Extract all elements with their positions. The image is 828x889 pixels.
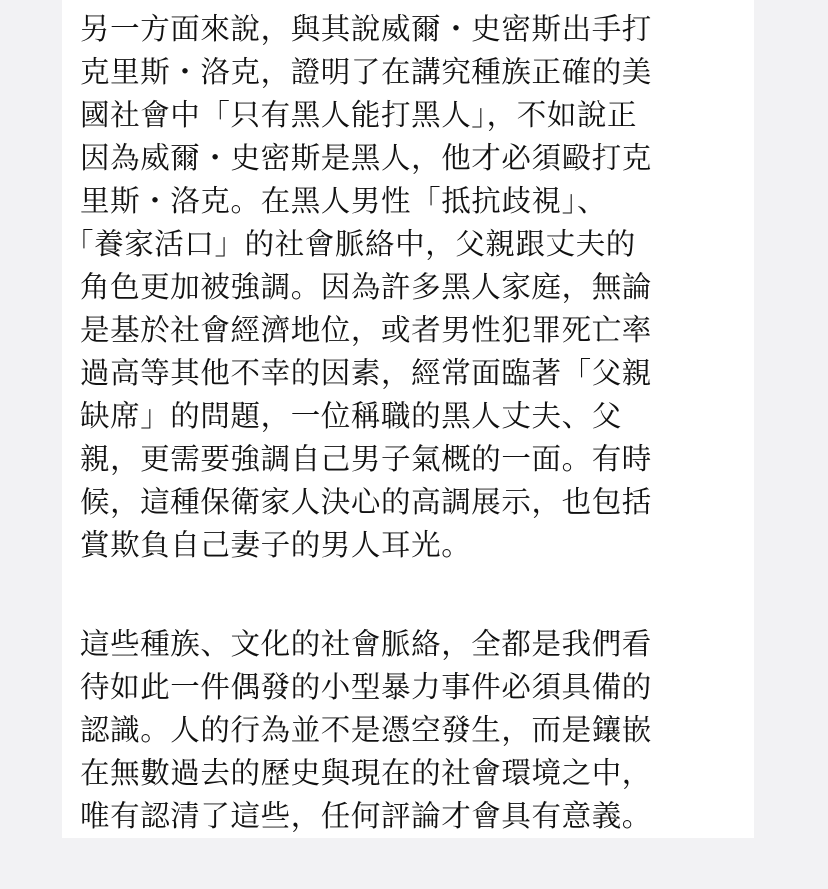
text-line: 賞欺負自己妻子的男人耳光。: [80, 528, 472, 562]
text-line: 另一方面來說，與其說威爾・史密斯出手打: [80, 12, 652, 46]
text-line: 角色更加被強調。因為許多黑人家庭，無論: [80, 270, 652, 304]
text-line: 「養家活口」的社會脈絡中，父親跟丈夫的: [64, 227, 636, 261]
text-line: 過高等其他不幸的因素，經常面臨著「父親: [80, 356, 652, 390]
text-line: 國社會中「只有黑人能打黑人」，不如說正: [80, 98, 638, 132]
text-line: 認識。人的行為並不是憑空發生，而是鑲嵌: [80, 713, 652, 747]
text-line: 候，這種保衛家人決心的高調展示，也包括: [80, 485, 652, 519]
text-line: 里斯・洛克。在黑人男性「抵抗歧視」、: [80, 184, 608, 218]
text-line: 在無數過去的歷史與現在的社會環境之中，: [80, 756, 652, 790]
text-line: 是基於社會經濟地位，或者男性犯罪死亡率: [80, 313, 652, 347]
text-line: 唯有認清了這些，任何評論才會具有意義。: [80, 799, 652, 833]
text-line: 缺席」的問題，一位稱職的黑人丈夫、父: [80, 399, 622, 433]
text-line: 親，更需要強調自己男子氣概的一面。有時: [80, 442, 652, 476]
text-line: 因為威爾・史密斯是黑人，他才必須毆打克: [80, 141, 652, 175]
text-line: 這些種族、文化的社會脈絡，全都是我們看: [80, 627, 652, 661]
text-line: 待如此一件偶發的小型暴力事件必須具備的: [80, 670, 652, 704]
text-line: 克里斯・洛克，證明了在講究種族正確的美: [80, 55, 652, 89]
